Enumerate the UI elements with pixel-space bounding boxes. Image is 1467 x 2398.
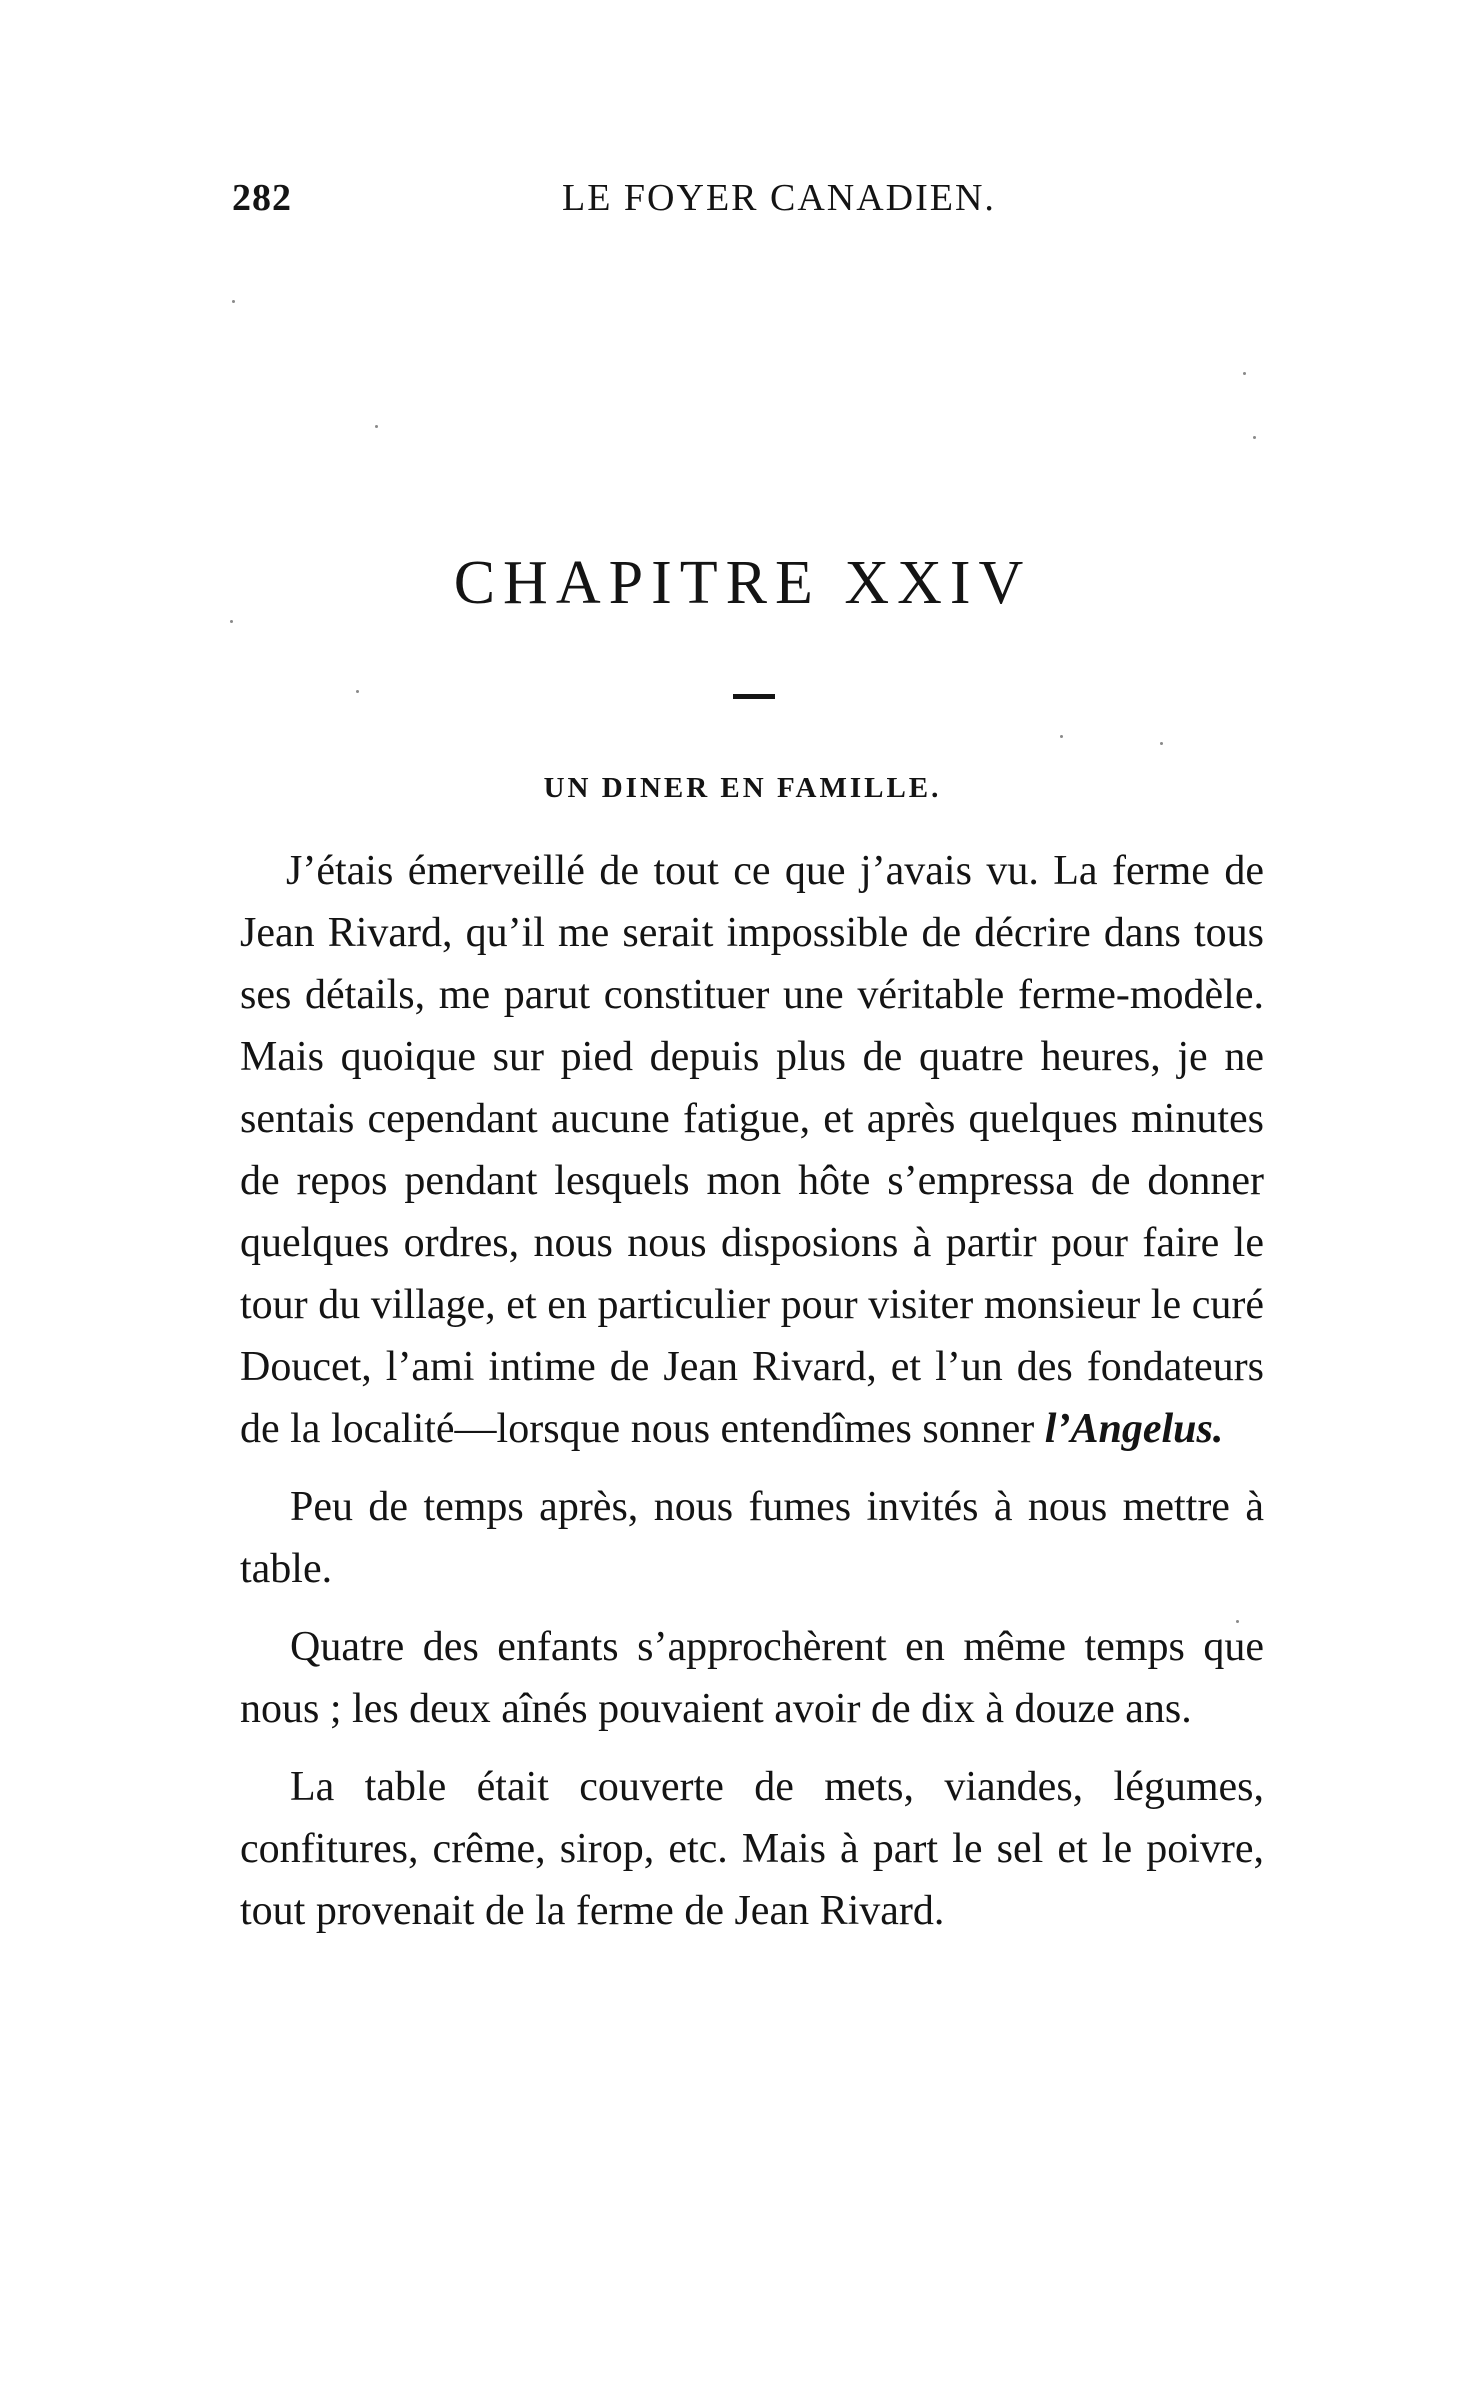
paragraph [240,840,1264,1460]
scan-speck [230,620,233,623]
paragraph: Quatre des enfants s’approchèrent en même temps que nous ; les deux aînés pouvaient avoir de dix à douze ans. [240,1624,1264,1732]
paragraph-text: J’étais émerveillé de tout ce que j’avais vu. La ferme de Jean Rivard, qu’il me serait impossible de décrire dans tous ses détails, me parut constituer une véritable ferme-modèle. Mais quoique sur pied depuis plus de quatre heures, je ne sentais cependant aucune fatigue, et après quelques minutes de repos pendant lesquels mon hôte s’empressa de donner quelques ordres, nous nous disposions à partir pour faire le tour du village, et en particulier pour visiter monsieur le curé Doucet, l’ami intime de Jean Rivard, et l’un des fondateurs de la localité—lorsque nous entendîmes sonner [240,848,1264,1452]
chapter-title: CHAPITRE XXIV [453,549,1032,617]
running-title: LE FOYER CANADIEN. [562,177,996,219]
scan-speck [1243,372,1246,375]
scan-speck [1160,742,1163,745]
body-text [240,840,1264,1958]
scan-speck [375,425,378,428]
paragraph: Peu de temps après, nous fumes invités à nous mettre à table. [240,1484,1264,1592]
scan-speck [1060,735,1063,738]
section-title: UN DINER EN FAMILLE. [543,772,942,804]
scan-speck [1236,1620,1239,1623]
scan-speck [356,690,359,693]
paragraph: La table était couverte de mets, viandes, légumes, confitures, crême, sirop, etc. Mais à part le sel et le poivre, tout provenait de la ferme de Jean Rivard. [240,1764,1264,1934]
scan-speck [1253,436,1256,439]
scan-speck [232,300,235,303]
running-head [232,176,1284,226]
chapter-divider [733,694,775,699]
italic-phrase: l’Angelus. [1044,1406,1224,1452]
page-number: 282 [232,177,292,219]
